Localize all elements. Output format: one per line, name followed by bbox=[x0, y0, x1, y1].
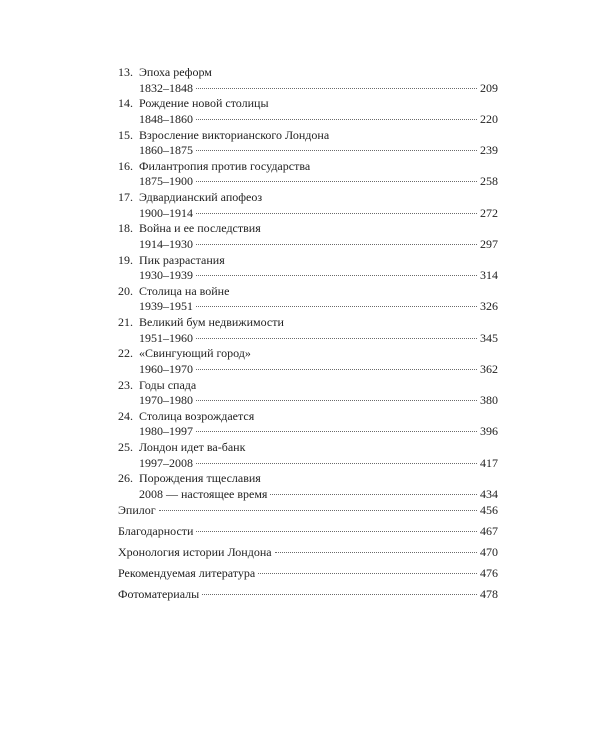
toc-chapter[interactable] bbox=[118, 159, 498, 190]
toc-chapter[interactable] bbox=[118, 190, 498, 221]
dot-leader bbox=[159, 510, 477, 511]
dot-leader bbox=[196, 306, 477, 307]
chapter-title: Порождения тщеславия bbox=[139, 471, 261, 486]
chapter-number: 18. bbox=[118, 221, 133, 236]
page-number: 470 bbox=[480, 544, 498, 559]
page-number: 362 bbox=[480, 361, 498, 376]
entry-title: Благодарности bbox=[118, 523, 194, 538]
toc-chapter[interactable] bbox=[118, 221, 498, 252]
chapter-years: 2008 — настоящее время bbox=[139, 486, 268, 501]
chapter-title: Эдвардианский апофеоз bbox=[139, 190, 263, 204]
toc-chapter[interactable] bbox=[118, 346, 498, 377]
dot-leader bbox=[196, 400, 477, 401]
chapter-years: 1914–1930 bbox=[139, 236, 193, 251]
chapter-number: 26. bbox=[118, 471, 133, 486]
chapter-number: 17. bbox=[118, 190, 133, 204]
toc-entry-acknowledgements[interactable] bbox=[118, 524, 498, 545]
page-number: 476 bbox=[480, 565, 498, 580]
dot-leader bbox=[196, 88, 477, 89]
toc-chapter[interactable] bbox=[118, 128, 498, 159]
dot-leader bbox=[196, 181, 477, 182]
dot-leader bbox=[275, 552, 477, 553]
chapter-title: Рождение новой столицы bbox=[139, 96, 269, 111]
chapter-number: 25. bbox=[118, 440, 133, 454]
page-number: 467 bbox=[480, 523, 498, 538]
dot-leader bbox=[196, 463, 477, 464]
toc-entry-photo-credits[interactable] bbox=[118, 587, 498, 608]
toc-entry-chronology[interactable] bbox=[118, 545, 498, 566]
chapter-years: 1930–1939 bbox=[139, 268, 193, 283]
page-number: 272 bbox=[480, 205, 498, 220]
page-number: 478 bbox=[480, 586, 498, 601]
chapter-title: «Свингующий город» bbox=[139, 346, 251, 361]
toc-chapter[interactable] bbox=[118, 96, 498, 127]
entry-title: Рекомендуемая литература bbox=[118, 565, 256, 580]
table-of-contents bbox=[118, 65, 498, 608]
toc-chapter[interactable] bbox=[118, 65, 498, 96]
page-number: 297 bbox=[480, 236, 498, 251]
page-number: 345 bbox=[480, 330, 498, 345]
chapter-number: 16. bbox=[118, 158, 133, 173]
toc-chapter[interactable] bbox=[118, 253, 498, 284]
entry-title: Хронология истории Лондона bbox=[118, 544, 272, 559]
page-number: 209 bbox=[480, 80, 498, 95]
chapter-title: Пик разрастания bbox=[139, 252, 225, 267]
chapter-years: 1980–1997 bbox=[139, 424, 193, 439]
dot-leader bbox=[202, 594, 477, 595]
chapter-number: 21. bbox=[118, 315, 133, 329]
page-number: 456 bbox=[480, 502, 498, 517]
page-number: 434 bbox=[480, 486, 498, 501]
chapter-title: Война и ее последствия bbox=[139, 221, 261, 236]
chapter-years: 1900–1914 bbox=[139, 205, 193, 220]
entry-title: Эпилог bbox=[118, 502, 156, 517]
toc-entry-further-reading[interactable] bbox=[118, 566, 498, 587]
chapter-number: 19. bbox=[118, 252, 133, 267]
dot-leader bbox=[196, 431, 477, 432]
chapter-years: 1960–1970 bbox=[139, 361, 193, 376]
toc-chapter[interactable] bbox=[118, 284, 498, 315]
chapter-number: 13. bbox=[118, 65, 133, 79]
toc-chapter[interactable] bbox=[118, 471, 498, 502]
dot-leader bbox=[196, 119, 477, 120]
page-number: 417 bbox=[480, 455, 498, 470]
page-number: 326 bbox=[480, 299, 498, 314]
dot-leader bbox=[196, 275, 477, 276]
chapter-years: 1875–1900 bbox=[139, 174, 193, 189]
chapter-title: Лондон идет ва-банк bbox=[139, 440, 246, 454]
chapter-number: 23. bbox=[118, 377, 133, 392]
page-number: 380 bbox=[480, 393, 498, 408]
chapter-years: 1970–1980 bbox=[139, 393, 193, 408]
chapter-title: Эпоха реформ bbox=[139, 65, 212, 79]
page-number: 239 bbox=[480, 143, 498, 158]
dot-leader bbox=[270, 494, 477, 495]
dot-leader bbox=[258, 573, 477, 574]
page-number: 258 bbox=[480, 174, 498, 189]
chapter-number: 24. bbox=[118, 408, 133, 423]
page-number: 314 bbox=[480, 268, 498, 283]
chapter-number: 22. bbox=[118, 346, 133, 361]
chapter-years: 1832–1848 bbox=[139, 80, 193, 95]
dot-leader bbox=[196, 531, 477, 532]
toc-chapter[interactable] bbox=[118, 378, 498, 409]
toc-chapter[interactable] bbox=[118, 409, 498, 440]
chapter-title: Взросление викторианского Лондона bbox=[139, 127, 330, 142]
chapter-title: Филантропия против государства bbox=[139, 158, 311, 173]
chapter-number: 15. bbox=[118, 127, 133, 142]
dot-leader bbox=[196, 150, 477, 151]
chapter-years: 1860–1875 bbox=[139, 143, 193, 158]
dot-leader bbox=[196, 369, 477, 370]
toc-chapter[interactable] bbox=[118, 440, 498, 471]
page-number: 396 bbox=[480, 424, 498, 439]
chapter-title: Великий бум недвижимости bbox=[139, 315, 284, 329]
toc-chapter[interactable] bbox=[118, 315, 498, 346]
chapter-years: 1939–1951 bbox=[139, 299, 193, 314]
dot-leader bbox=[196, 213, 477, 214]
chapter-years: 1997–2008 bbox=[139, 455, 193, 470]
toc-entry-epilogue[interactable] bbox=[118, 503, 498, 524]
chapter-title: Годы спада bbox=[139, 377, 197, 392]
chapter-title: Столица на войне bbox=[139, 283, 230, 298]
chapter-number: 14. bbox=[118, 96, 133, 111]
entry-title: Фотоматериалы bbox=[118, 586, 200, 601]
dot-leader bbox=[196, 244, 477, 245]
dot-leader bbox=[196, 338, 477, 339]
chapter-title: Столица возрождается bbox=[139, 408, 255, 423]
chapter-number: 20. bbox=[118, 283, 133, 298]
chapter-years: 1848–1860 bbox=[139, 111, 193, 126]
chapter-years: 1951–1960 bbox=[139, 330, 193, 345]
page-number: 220 bbox=[480, 111, 498, 126]
